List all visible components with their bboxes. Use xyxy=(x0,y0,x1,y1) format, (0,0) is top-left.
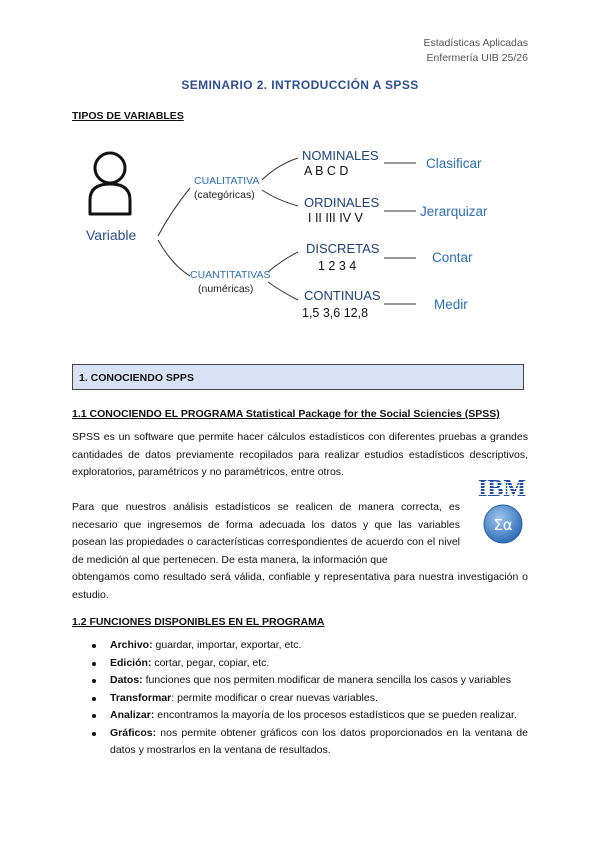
ibm-logo xyxy=(470,474,534,502)
section-1-heading: 1. CONOCIENDO SPPS xyxy=(72,364,524,390)
page-header xyxy=(424,36,528,66)
branch-qualitative-sub: (categóricas) xyxy=(194,189,255,201)
type-continuas: CONTINUAS xyxy=(304,288,381,303)
feature-term: Gráficos: xyxy=(110,726,157,739)
person-icon xyxy=(90,153,130,214)
feature-desc: nos permite obtener gráficos con los datos proporcionados en la ventana de datos y mostrarlos en la ventana de resultados. xyxy=(110,726,528,756)
paragraph-spss-intro: SPSS es un software que permite hacer cálculos estadísticos con diferentes pruebas a grandes cantidades de datos previamente recopilados para realizar estudios estadísticos descriptivos, exploratorios, paramétricos y no paramétricos, entre otros. xyxy=(72,431,528,478)
branch-quantitative-sub: (numéricas) xyxy=(198,283,254,295)
action-clasificar: Clasificar xyxy=(426,156,482,171)
feature-desc: guardar, importar, exportar, etc. xyxy=(152,639,302,651)
feature-desc: cortar, pegar, copiar, etc. xyxy=(151,656,270,669)
spss-sigma-icon xyxy=(482,503,524,545)
section-1-2-heading: 1.2 FUNCIONES DISPONIBLES EN EL PROGRAMA xyxy=(72,616,325,628)
action-jerarquizar: Jerarquizar xyxy=(420,204,488,219)
example-ordinales: I II III IV V xyxy=(308,211,363,225)
page-title: SEMINARIO 2. INTRODUCCIÓN A SPSS xyxy=(181,78,419,92)
feature-item-datos xyxy=(90,672,528,690)
paragraph-analysis-part1: Para que nuestros análisis estadísticos se realicen de manera correcta, es necesario que ingresemos de forma adecuada los datos y que las variables posean las propiedades o características correspondientes de acuerdo con el nivel de medición al que pertenecen. De esta manera, la información que xyxy=(72,501,460,566)
feature-desc: encontramos la mayoría de los procesos estadísticos que se pueden realizar. xyxy=(154,709,517,721)
example-nominales: A B C D xyxy=(304,164,349,178)
feature-term: Edición: xyxy=(110,656,152,669)
branch-quantitative-label: CUANTITATIVAS xyxy=(190,269,271,281)
header-course: Estadísticas Aplicadas xyxy=(423,37,528,49)
diagram-root-label: Variable xyxy=(86,227,137,243)
feature-term: Analizar: xyxy=(110,709,155,721)
example-discretas: 1 2 3 4 xyxy=(318,259,357,273)
feature-term: Datos: xyxy=(110,674,143,686)
branch-qualitative-label: CUALITATIVA xyxy=(194,175,260,187)
feature-term: Transformar xyxy=(110,691,172,704)
paragraph-analysis-part2: obtengamos como resultado será válida, confiable y representativa para nuestra investigación o estudio. xyxy=(72,571,528,601)
feature-item-archivo xyxy=(90,637,528,655)
section-1-1-heading: 1.1 CONOCIENDO EL PROGRAMA Statistical Package for the Social Sciencies (SPSS) xyxy=(72,408,500,420)
feature-desc: : permite modificar o crear nuevas variables. xyxy=(171,691,378,704)
feature-desc: funciones que nos permiten modificar de manera sencilla los casos y variables xyxy=(142,674,511,686)
tipos-heading: TIPOS DE VARIABLES xyxy=(72,110,184,122)
feature-item-edicion xyxy=(90,655,528,673)
action-contar: Contar xyxy=(432,250,473,265)
variable-types-diagram xyxy=(72,140,532,330)
action-medir: Medir xyxy=(434,297,468,312)
sigma-symbol: Σα xyxy=(493,516,513,534)
example-continuas: 1,5 3,6 12,8 xyxy=(302,306,369,320)
features-list xyxy=(90,637,528,760)
type-ordinales: ORDINALES xyxy=(304,195,380,210)
feature-item-transformar xyxy=(90,690,528,708)
feature-item-analizar xyxy=(90,707,528,725)
feature-term: Archivo: xyxy=(110,639,153,651)
type-nominales: NOMINALES xyxy=(302,148,379,163)
header-degree: Enfermería UIB 25/26 xyxy=(426,52,528,64)
ibm-logo-text: IBM xyxy=(478,476,526,502)
type-discretas: DISCRETAS xyxy=(306,241,380,256)
feature-item-graficos xyxy=(90,725,528,760)
